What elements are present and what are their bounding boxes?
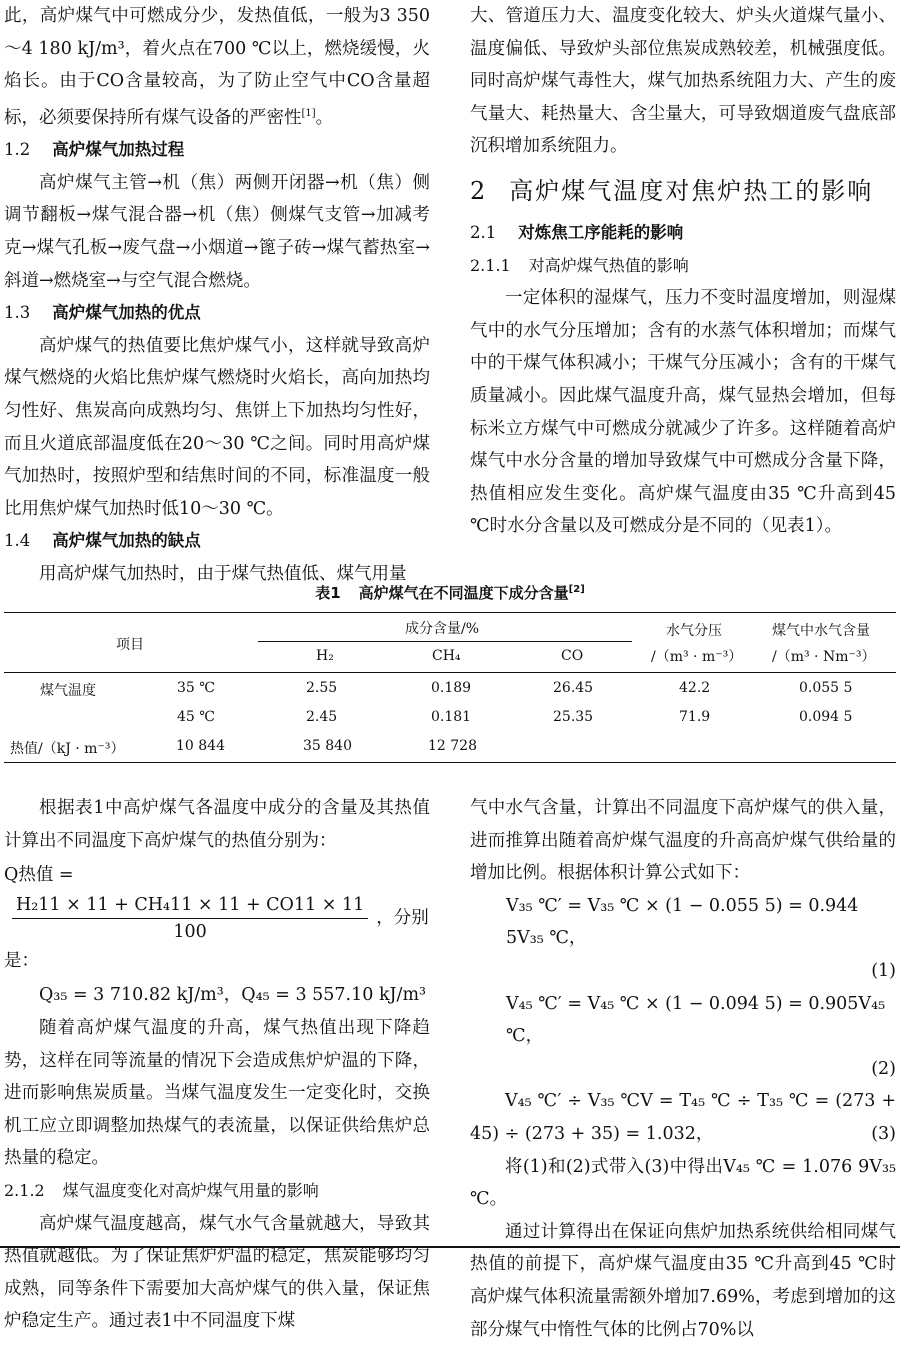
table-subheader-rule: [258, 641, 632, 642]
table-cell: 0.181: [431, 709, 472, 725]
table-cell: 42.2: [679, 680, 711, 696]
paragraph-conclusion: 通过计算得出在保证向焦炉加热系统供给相同煤气热值的前提下，高炉煤气温度由35 ℃升高到45 ℃时高炉煤气体积流量需额外增加7.69%，考虑到增加的这部分煤气中惰性气体的比例占70%以: [470, 1221, 896, 1340]
table-cell: 25.35: [553, 709, 594, 725]
table-header-water-content: 煤气中水气含量: [772, 623, 870, 639]
paragraph-heat-value-intro: 根据表1中高炉煤气各温度中成分的含量及其热值计算出不同温度下高炉煤气的热值分别为：: [4, 798, 430, 851]
table-cell: 12 728: [428, 738, 477, 754]
page-bottom-rule: [0, 1246, 900, 1248]
equation-2: V₄₅ ℃′ = V₄₅ ℃ × (1 − 0.094 5) = 0.905V₄₅ ℃，: [506, 993, 886, 1047]
table-cell: 35 ℃: [177, 680, 215, 696]
section-1-4-text: 用高炉煤气加热时，由于煤气热值低、煤气用量: [39, 563, 407, 584]
equation-1-number: (1): [871, 960, 896, 981]
section-2-1-1-heading: 2.1.1 对高炉煤气热值的影响: [470, 255, 689, 275]
table-header-item: 项目: [116, 637, 144, 653]
section-2-1-2-text: 高炉煤气温度越高，煤气水气含量就越大，导致其热值就越低。为了保证焦炉炉温的稳定，焦炭能够均匀成熟，同等条件下需要加大高炉煤气的供入量，保证焦炉稳定生产。通过表1中不同温度下煤: [4, 1213, 430, 1332]
citation-1: [1]: [301, 107, 316, 119]
section-2-1-1-text: 一定体积的湿煤气，压力不变时温度增加，则湿煤气中的水气分压增加；含有的水蒸气体积增加；而煤气中的干煤气体积减小；干煤气分压减小；含有的干煤气质量减小。因此煤气温度升高，煤气显热会增加，但每标米立方煤气中可燃成分就减少了许多。这样随着高炉煤气中水分含量的增加导致煤气中可燃成分含量下降，热值相应发生变化。高炉煤气温度由35 ℃升高到45 ℃时水分含量以及可燃成分是不同的（见表1）。: [470, 288, 896, 537]
table-row-label-heat-value: 热值/（kJ · m⁻³）: [10, 741, 125, 757]
formula-heat-value: Q热值 = $\frac{\text{H₂11 × 11 + CH₄11 × 11 + CO11 × 11}}{100}$ ，分别是：: [4, 865, 429, 971]
left-column-top: [4, 0, 430, 591]
table-cell: 10 844: [176, 738, 225, 754]
equation-3: V₄₅ ℃′ ÷ V₃₅ ℃V = T₄₅ ℃ ÷ T₃₅ ℃ = (273 + 45) ÷ (273 + 35) = 1.032， (3): [470, 1085, 896, 1150]
section-2-1-heading: 2.1 对炼焦工序能耗的影响: [470, 222, 684, 242]
equation-3-number: (3): [871, 1123, 896, 1144]
table-cell: 71.9: [679, 709, 711, 725]
table-header-vapor-pressure-unit: /（m³ · m⁻³）: [651, 649, 743, 665]
section-1-2-text: 高炉煤气主管→机（焦）两侧开闭器→机（焦）侧调节翻板→煤气混合器→机（焦）侧煤气支管→加减考克→煤气孔板→废气盘→小烟道→篦子砖→煤气蓄热室→斜道→燃烧室→与空气混合燃烧。: [4, 172, 430, 291]
table-header-h2: H₂: [316, 648, 334, 664]
equation-2-number: (2): [871, 1058, 896, 1079]
formula-heat-values-result: Q₃₅ = 3 710.82 kJ/m³，Q₄₅ = 3 557.10 kJ/m³: [39, 985, 427, 1006]
table-cell: 35 840: [303, 738, 352, 754]
section-1-3-heading: 1.3 高炉煤气加热的优点: [4, 303, 201, 323]
table-header-co: CO: [561, 648, 584, 664]
section-1-3-text: 高炉煤气的热值要比焦炉煤气小，这样就导致高炉煤气燃烧的火焰比焦炉煤气燃烧时火焰长，高向加热均匀性好、焦炭高向成熟均匀、焦饼上下加热均匀性好，而且火道底部温度低在20～30 ℃之间。同时用高炉煤气加热时，按照炉型和结焦时间的不同，标准温度一般比用焦炉煤气加热时低10～30 ℃。: [4, 335, 430, 519]
table-cell: 0.094 5: [799, 709, 853, 725]
table-header-rule: [4, 672, 896, 673]
table-cell: 0.189: [431, 680, 472, 696]
right-column-bottom: [470, 792, 896, 1346]
right-column-top: [470, 0, 896, 543]
section-1-2-heading: 1.2 高炉煤气加热过程: [4, 140, 185, 160]
citation-2: [2]: [568, 584, 585, 595]
left-column-bottom: [4, 792, 430, 1338]
section-1-4-heading: 1.4 高炉煤气加热的缺点: [4, 531, 201, 551]
paragraph-substitution: 将(1)和(2)式带入(3)中得出V₄₅ ℃ = 1.076 9V₃₅ ℃。: [470, 1156, 896, 1210]
paragraph-intro: 此，高炉煤气中可燃成分少，发热值低，一般为3 350～4 180 kJ/m³，着火点在700 ℃以上，燃烧缓慢，火焰长。由于CO含量较高，为了防止空气中CO含量超标，必须要保持所有煤气设备的严密性[1]。: [4, 6, 430, 128]
paragraph-continuation: 大、管道压力大、温度变化较大、炉头火道煤气量小、温度偏低、导致炉头部位焦炭成熟较差，机械强度低。同时高炉煤气毒性大，煤气加热系统阻力大、产生的废气量大、耗热量大、含尘量大，可导致烟道废气盘底部沉积增加系统阻力。: [470, 6, 896, 157]
table-caption: 表1 高炉煤气在不同温度下成分含量[2]: [315, 584, 585, 602]
table-header-composition: 成分含量/%: [405, 621, 480, 637]
table-top-rule: [4, 612, 896, 613]
section-2-heading: 2 高炉煤气温度对焦炉热工的影响: [470, 176, 874, 205]
table-header-ch4: CH₄: [432, 648, 461, 664]
table-bottom-rule: [4, 762, 896, 763]
table-cell: 0.055 5: [799, 680, 853, 696]
table-header-water-content-unit: /（m³ · Nm⁻³）: [772, 649, 876, 665]
table-header-vapor-pressure: 水气分压: [666, 623, 722, 639]
table-cell: 2.45: [306, 709, 338, 725]
paragraph-volume-intro: 气中水气含量，计算出不同温度下高炉煤气的供入量，进而推算出随着高炉煤气温度的升高高炉煤气供给量的增加比例。根据体积计算公式如下：: [470, 798, 896, 884]
equation-1: V₃₅ ℃′ = V₃₅ ℃ × (1 − 0.055 5) = 0.944 5V₃₅ ℃，: [506, 895, 859, 949]
paragraph-temperature-effect: 随着高炉煤气温度的升高，煤气热值出现下降趋势，这样在同等流量的情况下会造成焦炉炉温的下降，进而影响焦炭质量。当煤气温度发生一定变化时，交换机工应立即调整加热煤气的表流量，以保证供给焦炉总热量的稳定。: [4, 1017, 430, 1169]
table-cell: 26.45: [553, 680, 594, 696]
section-2-1-2-heading: 2.1.2 煤气温度变化对高炉煤气用量的影响: [4, 1180, 319, 1200]
table-cell: 45 ℃: [177, 709, 215, 725]
table-cell: 2.55: [306, 680, 338, 696]
table-row-label-temperature: 煤气温度: [40, 683, 96, 699]
